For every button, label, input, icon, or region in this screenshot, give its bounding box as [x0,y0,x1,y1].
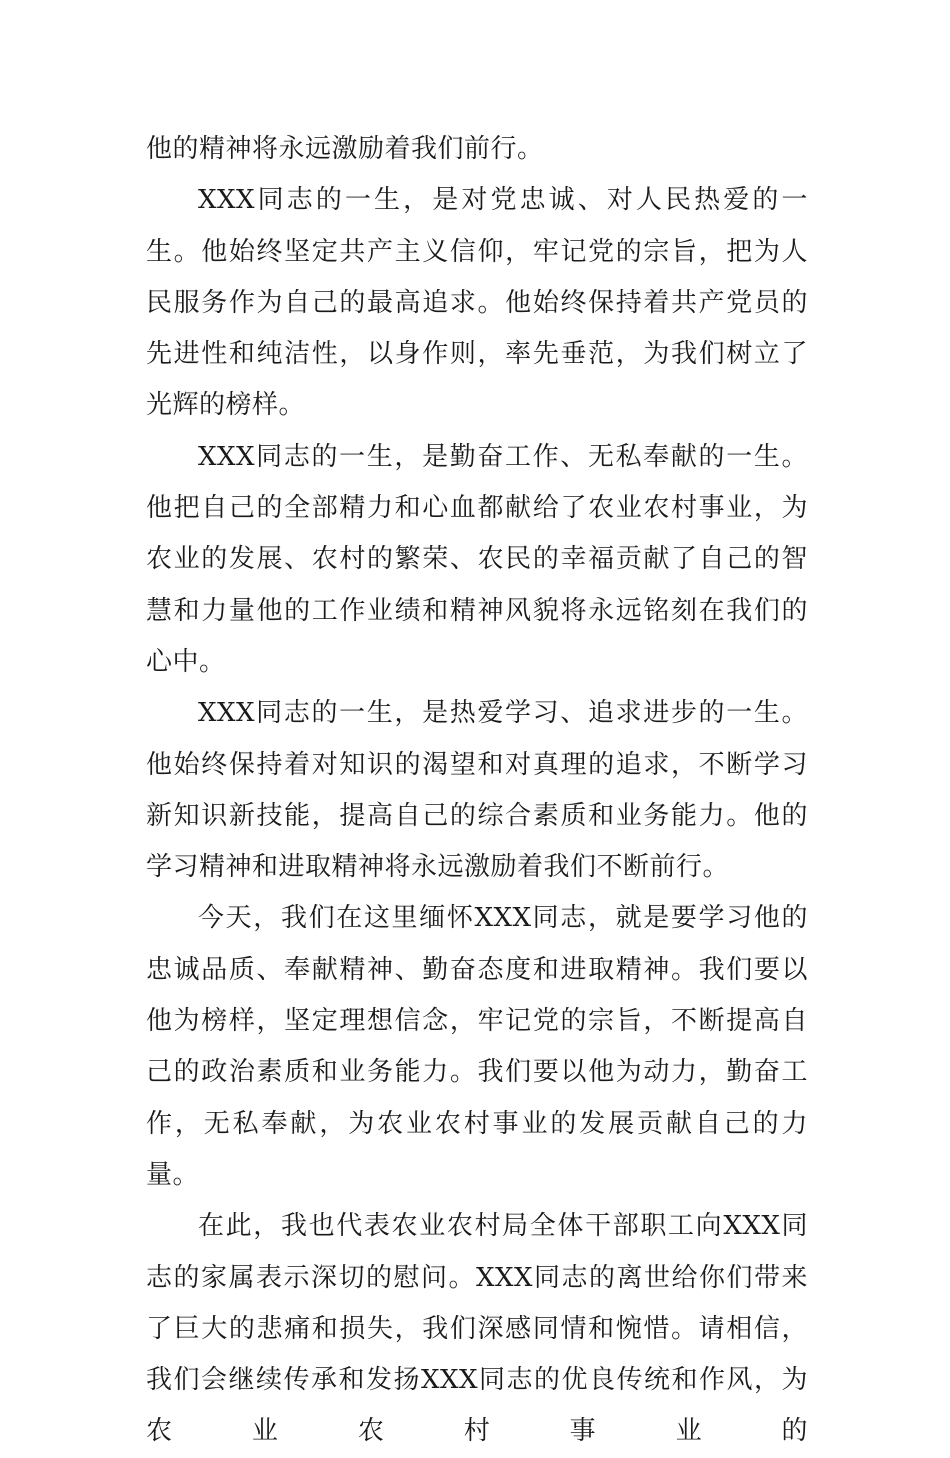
paragraph-5: 今天，我们在这里缅怀XXX同志，就是要学习他的忠诚品质、奉献精神、勤奋态度和进取精神。我们要以他为榜样，坚定理想信念，牢记党的宗旨，不断提高自己的政治素质和业务能力。我们要以他为动力，勤奋工作，无私奉献，为农业农村事业的发展贡献自己的力量。 [146,903,808,1190]
paragraph-6: 在此，我也代表农业农村局全体干部职工向XXX同志的家属表示深切的慰问。XXX同志的离世给你们带来了巨大的悲痛和损失，我们深感同情和惋惜。请相信，我们会继续传承和发扬XXX同志的优良传统和作风，为农业农村事业的 [146,1211,808,1447]
paragraph-2: XXX同志的一生，是对党忠诚、对人民热爱的一生。他始终坚定共产主义信仰，牢记党的宗旨，把为人民服务作为自己的最高追求。他始终保持着共产党员的先进性和纯洁性，以身作则，率先垂范，为我们树立了光辉的榜样。 [146,185,808,421]
paragraph-1: 他的精神将永远激励着我们前行。 [146,134,544,164]
paragraph-4: XXX同志的一生，是热爱学习、追求进步的一生。他始终保持着对知识的渴望和对真理的追求，不断学习新知识新技能，提高自己的综合素质和业务能力。他的学习精神和进取精神将永远激励着我们不断前行。 [146,698,808,883]
paragraph-3: XXX同志的一生，是勤奋工作、无私奉献的一生。他把自己的全部精力和心血都献给了农业农村事业，为农业的发展、农村的繁荣、农民的幸福贡献了自己的智慧和力量他的工作业绩和精神风貌将永远铭刻在我们的心中。 [146,441,808,677]
document-body [146,124,808,1458]
